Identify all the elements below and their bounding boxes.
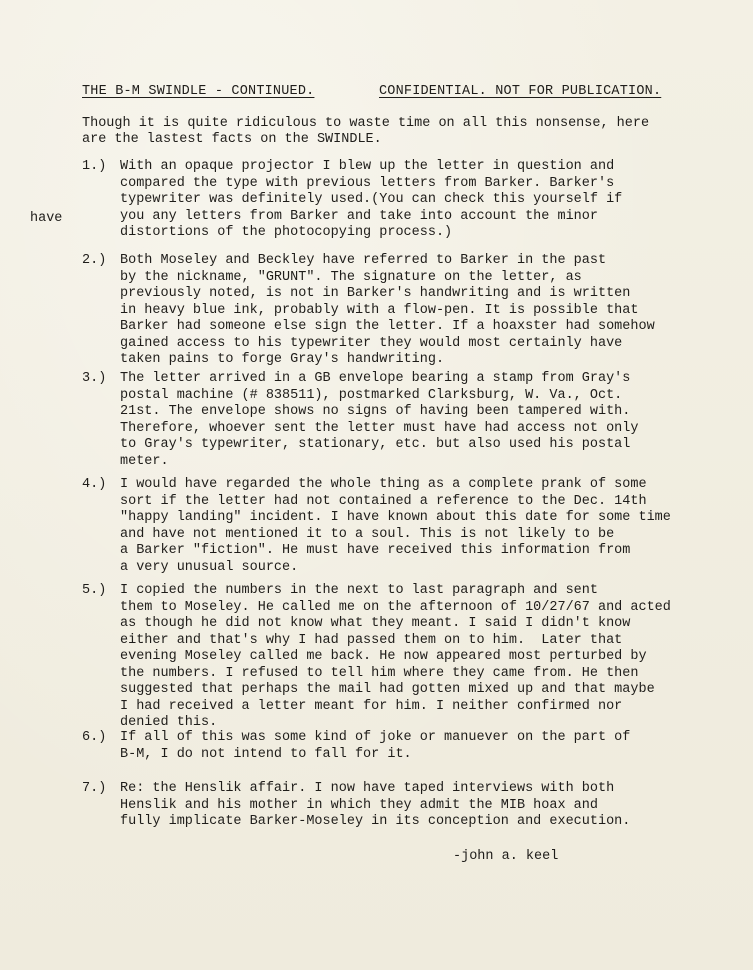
item-line: by the nickname, "GRUNT". The signature on the letter, as [120,269,582,285]
item-line: denied this. [120,715,218,730]
item-line: compared the type with previous letters from Barker. Barker's [120,175,615,191]
item-text [120,253,742,369]
item-line: With an opaque projector I blew up the letter in question and [120,159,615,174]
item-line: meter. [120,453,169,469]
item-line: postal machine (# 838511), postmarked Clarksburg, W. Va., Oct. [120,387,623,403]
signature: -john a. keel [453,849,559,864]
item-line: I had received a letter meant for him. I neither confirmed nor [120,698,623,714]
intro-paragraph [82,116,732,148]
item-line: taken pains to forge Gray's handwriting. [120,352,445,367]
item-line: evening Moseley called me back. He now appeared most perturbed by [120,649,647,664]
item-line: as though he did not know what they meant. I said I didn't know [120,616,631,631]
item-line: in heavy blue ink, probably with a flow-pen. It is possible that [120,302,639,318]
item-number: 3.) [82,371,107,386]
item-line: Re: the Henslik affair. I now have taped interviews with both [120,781,615,796]
item-line: a Barker "fiction". He must have received this information from [120,543,631,558]
list-item-2 [82,253,742,369]
item-number: 1.) [82,159,107,174]
item-line: Both Moseley and Beckley have referred to Barker in the past [120,253,607,268]
item-line: to Gray's typewriter, stationary, etc. but also used his postal [120,437,631,452]
document-header [82,84,662,99]
intro-line: are the lastest facts on the SWINDLE. [82,132,382,147]
item-text [120,730,742,763]
item-line: sort if the letter had not contained a reference to the Dec. 14th [120,493,647,509]
item-line: 21st. The envelope shows no signs of having been tampered with. [120,404,631,419]
item-line: Barker had someone else sign the letter. If a hoaxster had somehow [120,319,655,334]
header-confidential: CONFIDENTIAL. NOT FOR PUBLICATION. [379,84,662,99]
list-item-4 [82,477,742,576]
item-line: B-M, I do not intend to fall for it. [120,746,412,762]
item-number: 5.) [82,583,107,598]
item-line: "happy landing" incident. I have known about this date for some time [120,510,671,525]
item-text [120,583,742,732]
item-number: 7.) [82,781,107,796]
header-title: THE B-M SWINDLE - CONTINUED. [82,84,315,99]
item-line: suggested that perhaps the mail had gotten mixed up and that maybe [120,682,655,697]
item-line: Therefore, whoever sent the letter must have had access not only [120,420,639,436]
item-line: distortions of the photocopying process.) [120,225,453,240]
item-line: a very unusual source. [120,559,299,575]
item-number: 2.) [82,253,107,268]
item-line: Henslik and his mother in which they admit the MIB hoax and [120,797,598,813]
item-line: typewriter was definitely used.(You can check this yourself if [120,192,623,207]
list-item-7 [82,781,742,831]
item-text [120,781,742,831]
item-line: either and that's why I had passed them on to him. Later that [120,632,623,648]
margin-note: have [30,211,63,226]
list-item-6 [82,730,742,763]
item-line: them to Moseley. He called me on the afternoon of 10/27/67 and acted [120,599,671,615]
item-line: The letter arrived in a GB envelope bearing a stamp from Gray's [120,371,631,386]
intro-line: Though it is quite ridiculous to waste time on all this nonsense, here [82,116,650,131]
item-text [120,159,742,242]
list-item-3 [82,371,742,470]
item-line: I copied the numbers in the next to last paragraph and sent [120,583,598,598]
item-line: I would have regarded the whole thing as a complete prank of some [120,477,647,492]
item-line: you any letters from Barker and take into account the minor [120,208,598,224]
item-text [120,371,742,470]
item-line: previously noted, is not in Barker's handwriting and is written [120,286,631,301]
item-line: the numbers. I refused to tell him where they came from. He then [120,665,639,681]
item-text [120,477,742,576]
item-line: fully implicate Barker-Moseley in its conception and execution. [120,814,631,829]
item-number: 4.) [82,477,107,492]
list-item-5 [82,583,742,732]
item-number: 6.) [82,730,107,745]
list-item-1 [82,159,742,242]
item-line: If all of this was some kind of joke or manuever on the part of [120,730,631,745]
item-line: and have not mentioned it to a soul. This is not likely to be [120,526,615,542]
item-line: gained access to his typewriter they would most certainly have [120,335,623,351]
